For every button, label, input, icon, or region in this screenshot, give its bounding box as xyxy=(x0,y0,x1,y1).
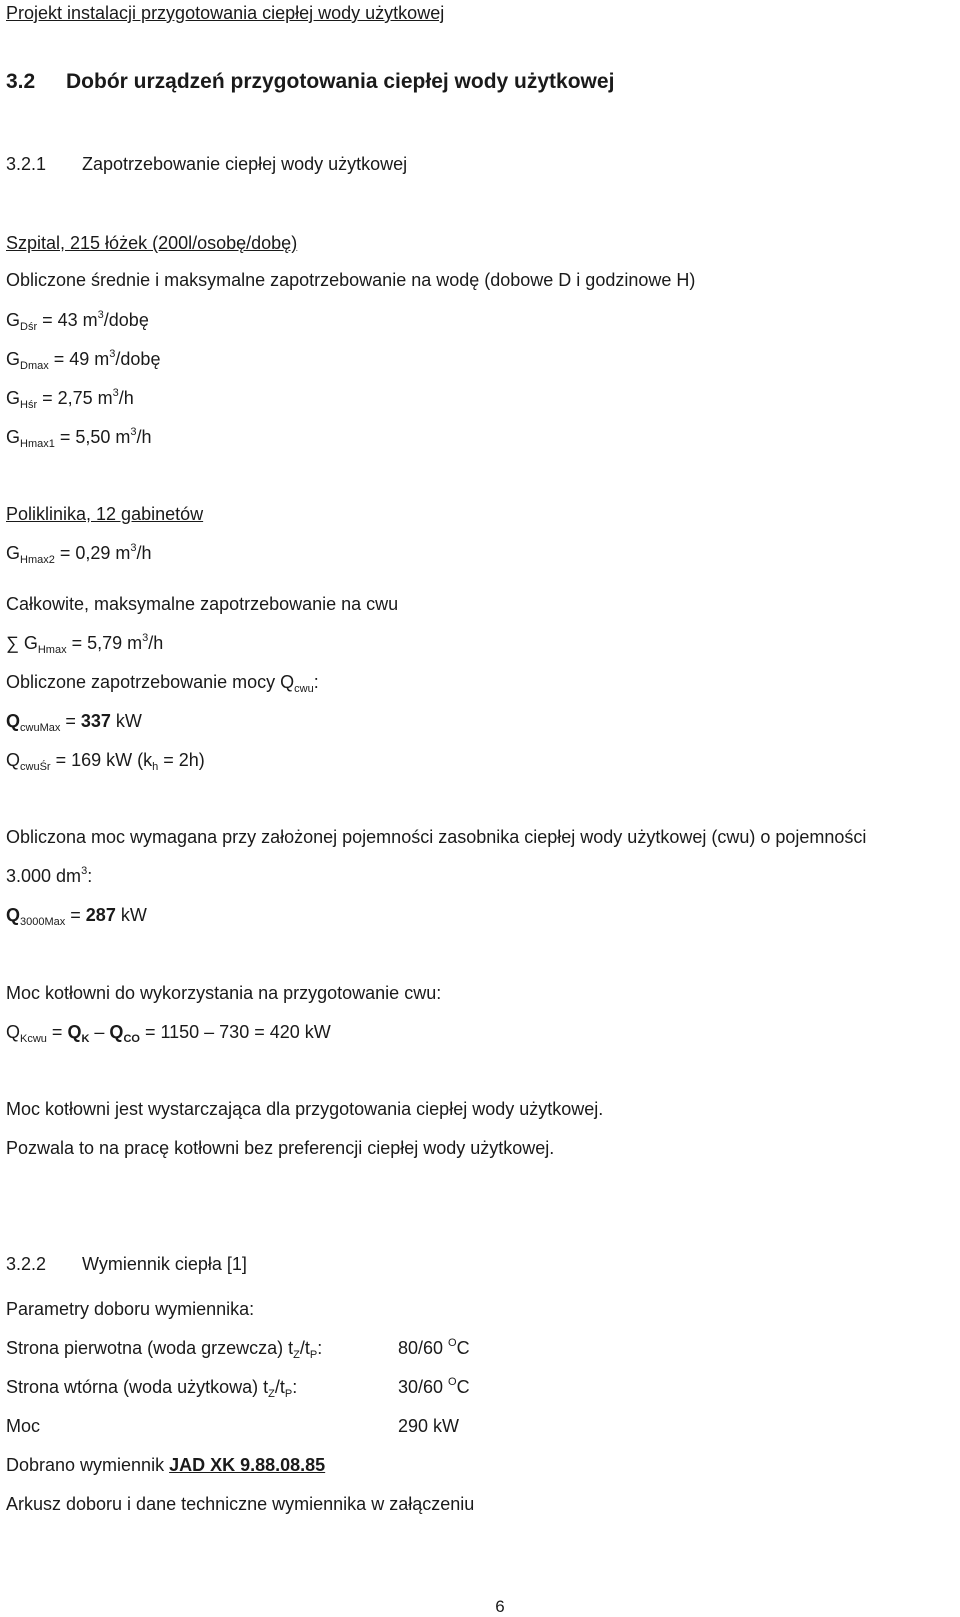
text: 3.000 dm xyxy=(6,866,82,886)
unit: /dobę xyxy=(103,310,149,330)
zasobnik-line2 xyxy=(6,865,92,887)
value: 30/60 xyxy=(398,1377,449,1397)
page-number: 6 xyxy=(495,1597,505,1616)
formula-g-dsr xyxy=(6,309,149,331)
dobrano-line xyxy=(6,1454,325,1476)
symbol: Q xyxy=(6,750,21,770)
moc-intro xyxy=(6,671,319,693)
param-label: Strona wtórna (woda użytkowa) t xyxy=(6,1377,269,1397)
unit: C xyxy=(456,1377,470,1397)
superscript: 3 xyxy=(81,865,88,877)
subscript: h xyxy=(152,761,159,773)
symbol: G xyxy=(6,388,21,408)
symbol: Q xyxy=(109,1022,124,1042)
text: Dobrano wymiennik xyxy=(6,1455,170,1475)
formula-sum-g-hmax xyxy=(6,632,163,654)
section-title: Wymiennik ciepła [1] xyxy=(82,1254,247,1274)
superscript: 3 xyxy=(130,426,137,438)
value: = 5,50 m xyxy=(54,427,131,447)
equals: = xyxy=(65,905,86,925)
value: = 1150 – 730 = 420 kW xyxy=(139,1022,331,1042)
unit: kW xyxy=(115,905,147,925)
szpital-heading: Szpital, 215 łóżek (200l/osobę/dobę) xyxy=(6,233,298,253)
subscript: Hśr xyxy=(20,399,38,411)
text: /t xyxy=(274,1377,285,1397)
value: = 0,29 m xyxy=(54,543,131,563)
subscript: cwuMax xyxy=(20,722,61,734)
unit: C xyxy=(456,1338,470,1358)
superscript: 3 xyxy=(97,309,104,321)
arkusz-line: Arkusz doboru i dane techniczne wymiennika w załączeniu xyxy=(6,1494,475,1514)
param-value: 290 kW xyxy=(398,1416,460,1436)
subscript: Hmax2 xyxy=(20,554,55,566)
document-header-title: Projekt instalacji przygotowania ciepłej wody użytkowej xyxy=(6,3,445,23)
formula-g-hsr xyxy=(6,387,134,409)
symbol: Q xyxy=(6,1022,21,1042)
formula-g-hmax1 xyxy=(6,426,152,448)
symbol: Q xyxy=(6,711,21,731)
value: = 5,79 m xyxy=(66,633,143,653)
section-heading-3-2 xyxy=(6,71,614,93)
formula-g-dmax xyxy=(6,348,160,370)
symbol: G xyxy=(6,543,21,563)
param-value xyxy=(398,1376,470,1398)
section-number: 3.2.1 xyxy=(6,154,47,174)
subscript: P xyxy=(284,1388,293,1400)
minus: – xyxy=(89,1022,110,1042)
text: : xyxy=(313,672,319,692)
unit: /h xyxy=(118,388,134,408)
kotlownia-intro: Moc kotłowni do wykorzystania na przygotowanie cwu: xyxy=(6,983,442,1003)
unit: /h xyxy=(136,543,152,563)
value: 337 xyxy=(80,711,111,731)
unit: /h xyxy=(136,427,152,447)
value: = 2,75 m xyxy=(37,388,113,408)
text: : xyxy=(87,866,93,886)
superscript: 3 xyxy=(109,348,116,360)
formula-q-kcwu xyxy=(6,1021,331,1043)
symbol: G xyxy=(6,310,21,330)
unit: kW xyxy=(110,711,142,731)
symbol: G xyxy=(6,427,21,447)
wymiennik-params-heading: Parametry doboru wymiennika: xyxy=(6,1299,255,1319)
superscript: 3 xyxy=(142,632,149,644)
subscript: cwu xyxy=(294,683,314,695)
symbol: ∑ G xyxy=(6,633,38,653)
text: = 2h) xyxy=(158,750,205,770)
kotlownia-conclusion-1: Moc kotłowni jest wystarczająca dla przygotowania ciepłej wody użytkowej. xyxy=(6,1099,604,1119)
subscript: Z xyxy=(293,1349,300,1361)
value: 287 xyxy=(85,905,116,925)
symbol: Q xyxy=(6,905,21,925)
text: /t xyxy=(299,1338,310,1358)
zasobnik-line1: Obliczona moc wymagana przy założonej pojemności zasobnika ciepłej wody użytkowej (cwu) o pojemności xyxy=(6,827,867,847)
text: Obliczone zapotrzebowanie mocy Q xyxy=(6,672,295,692)
section-title: Dobór urządzeń przygotowania ciepłej wody użytkowej xyxy=(66,70,615,93)
section-number: 3.2.2 xyxy=(6,1254,47,1274)
param-label: Moc xyxy=(6,1416,41,1436)
section-title: Zapotrzebowanie ciepłej wody użytkowej xyxy=(82,154,408,174)
subscript: P xyxy=(309,1349,318,1361)
szpital-intro: Obliczone średnie i maksymalne zapotrzebowanie na wodę (dobowe D i godzinowe H) xyxy=(6,270,696,290)
unit: /h xyxy=(148,633,164,653)
superscript: 3 xyxy=(130,542,137,554)
superscript: O xyxy=(448,1376,457,1388)
section-number: 3.2 xyxy=(6,70,36,93)
subscript: Hmax1 xyxy=(20,438,55,450)
total-intro: Całkowite, maksymalne zapotrzebowanie na cwu xyxy=(6,594,399,614)
section-heading-3-2-1 xyxy=(6,153,407,175)
subscript: Hmax xyxy=(37,644,67,656)
formula-q-3000max xyxy=(6,904,147,926)
poliklinika-heading: Poliklinika, 12 gabinetów xyxy=(6,504,204,524)
exchanger-model: JAD XK 9.88.08.85 xyxy=(169,1455,326,1475)
subscript: K xyxy=(81,1033,90,1045)
param-label: Strona pierwotna (woda grzewcza) t xyxy=(6,1338,294,1358)
superscript: O xyxy=(448,1337,457,1349)
superscript: 3 xyxy=(112,387,119,399)
subscript: cwuŚr xyxy=(20,761,51,773)
equals: = xyxy=(46,1022,68,1042)
equals: = xyxy=(60,711,81,731)
symbol: G xyxy=(6,349,21,369)
formula-q-cwumax xyxy=(6,710,142,732)
text: : xyxy=(317,1338,323,1358)
value: = 49 m xyxy=(48,349,110,369)
param-value xyxy=(398,1337,470,1359)
formula-g-hmax2 xyxy=(6,542,152,564)
param-row-secondary xyxy=(6,1376,906,1398)
value: = 169 kW (k xyxy=(50,750,153,770)
section-heading-3-2-2 xyxy=(6,1253,247,1275)
value: 80/60 xyxy=(398,1338,449,1358)
param-row-power xyxy=(6,1415,906,1437)
subscript: Z xyxy=(268,1388,275,1400)
unit: /dobę xyxy=(115,349,161,369)
formula-q-cwusr xyxy=(6,749,205,771)
subscript: Kcwu xyxy=(20,1033,47,1045)
symbol: Q xyxy=(67,1022,82,1042)
text: : xyxy=(292,1377,298,1397)
subscript: Dśr xyxy=(20,321,38,333)
kotlownia-conclusion-2: Pozwala to na pracę kotłowni bez preferencji ciepłej wody użytkowej. xyxy=(6,1138,555,1158)
param-row-primary xyxy=(6,1337,906,1359)
value: = 43 m xyxy=(37,310,98,330)
subscript: Dmax xyxy=(20,360,49,372)
subscript: 3000Max xyxy=(20,916,66,928)
subscript: CO xyxy=(123,1033,140,1045)
